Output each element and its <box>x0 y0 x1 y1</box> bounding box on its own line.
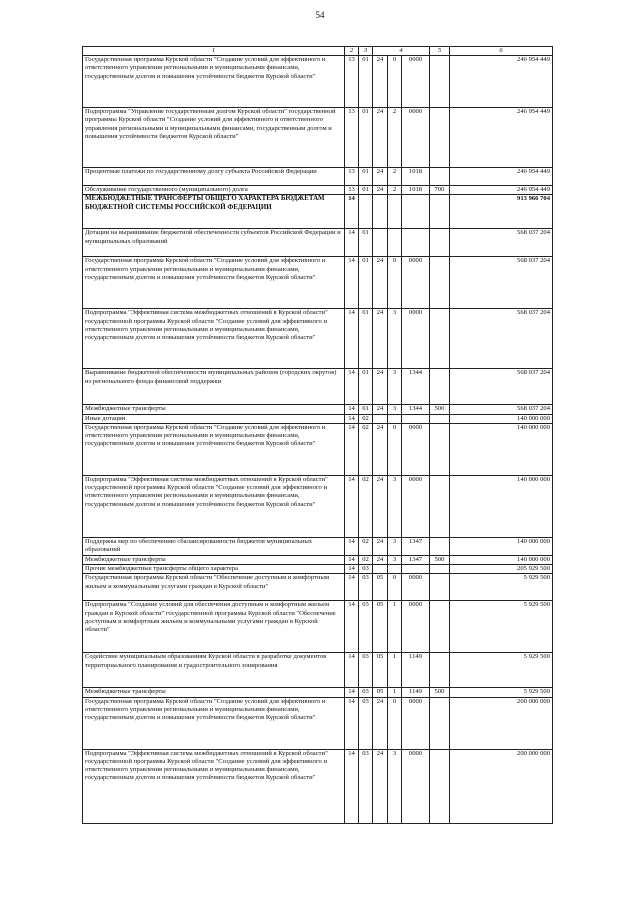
row-amount-cell: 5 929 500 <box>450 688 553 697</box>
row-name-cell: Государственная программа Курской области "Создание условий для эффективного и ответственного управления региональными и муниципальными финансами, государственным долгом и повышения устойчивости бюджетов Курской области" <box>83 257 345 309</box>
table-row <box>83 537 553 555</box>
row-amount-cell: 140 000 000 <box>450 423 553 475</box>
row-direction-cell: 1149 <box>402 653 430 688</box>
row-subsection-cell: 01 <box>359 56 373 108</box>
row-direction-cell: 0000 <box>402 697 430 749</box>
row-section-cell: 14 <box>345 257 359 309</box>
row-expense-type-cell <box>430 423 450 475</box>
table-row <box>83 574 553 601</box>
row-expense-type-cell <box>430 601 450 653</box>
row-direction-cell: 0000 <box>402 108 430 168</box>
page-number: 54 <box>315 10 325 20</box>
table-row <box>83 555 553 564</box>
row-subsection-cell: 03 <box>359 653 373 688</box>
row-direction-cell: 1347 <box>402 555 430 564</box>
row-expense-type-cell <box>430 168 450 186</box>
row-program-cell: 24 <box>373 749 388 823</box>
table-row <box>83 257 553 309</box>
row-program-cell: 05 <box>373 688 388 697</box>
header-col-6: 6 <box>450 47 553 56</box>
row-name-cell: Процентные платежи по государственному долгу субъекта Российской Федерации <box>83 168 345 186</box>
row-section-cell: 14 <box>345 688 359 697</box>
table-row <box>83 414 553 423</box>
row-direction-cell <box>402 565 430 574</box>
row-program-cell <box>373 195 388 229</box>
table-row <box>83 309 553 369</box>
row-expense-type-cell <box>430 56 450 108</box>
row-name-cell: Подпрограмма "Эффективная система межбюджетных отношений в Курской области" государственной программы Курской области "Создание условий для эффективного и ответственного управления региональными и муниципальными финансами, государственным долгом и повышения устойчивости бюджетов Курской области" <box>83 309 345 369</box>
table-row <box>83 653 553 688</box>
table-row <box>83 749 553 823</box>
row-expense-type-cell <box>430 108 450 168</box>
row-section-cell: 13 <box>345 56 359 108</box>
row-program-cell: 05 <box>373 574 388 601</box>
row-amount-cell: 246 954 449 <box>450 186 553 195</box>
row-amount-cell: 568 037 204 <box>450 369 553 405</box>
row-amount-cell: 5 929 500 <box>450 601 553 653</box>
row-name-cell: Иные дотации <box>83 414 345 423</box>
row-program-cell: 24 <box>373 369 388 405</box>
row-amount-cell: 140 000 000 <box>450 414 553 423</box>
row-subsection-cell: 02 <box>359 537 373 555</box>
row-program-cell: 24 <box>373 423 388 475</box>
row-expense-type-cell: 500 <box>430 555 450 564</box>
row-program-cell: 24 <box>373 108 388 168</box>
row-direction-cell: 1018 <box>402 186 430 195</box>
row-expense-type-cell <box>430 257 450 309</box>
row-subprogram-cell: 1 <box>388 688 402 697</box>
row-amount-cell: 246 954 449 <box>450 168 553 186</box>
row-subprogram-cell: 3 <box>388 749 402 823</box>
row-subprogram-cell: 0 <box>388 257 402 309</box>
row-direction-cell: 0000 <box>402 257 430 309</box>
row-section-cell: 14 <box>345 229 359 257</box>
row-program-cell: 05 <box>373 601 388 653</box>
row-subsection-cell: 02 <box>359 555 373 564</box>
row-program-cell: 24 <box>373 555 388 564</box>
row-program-cell: 24 <box>373 168 388 186</box>
table-row <box>83 229 553 257</box>
row-subprogram-cell <box>388 229 402 257</box>
table-row <box>83 56 553 108</box>
row-program-cell: 05 <box>373 653 388 688</box>
row-direction-cell: 0000 <box>402 423 430 475</box>
row-subprogram-cell: 0 <box>388 56 402 108</box>
table-row <box>83 688 553 697</box>
row-program-cell: 24 <box>373 257 388 309</box>
row-name-cell: Межбюджетные трансферты <box>83 405 345 414</box>
row-name-cell: Подпрограмма "Управление государственным долгом Курской области" государственной программы Курской области "Создание условий для эффективного и ответственного управления региональными и муниципальными финансами, государственным долгом и повышения устойчивости бюджетов Курской области" <box>83 108 345 168</box>
table-row <box>83 423 553 475</box>
table-row <box>83 697 553 749</box>
row-section-cell: 14 <box>345 369 359 405</box>
row-section-cell: 14 <box>345 653 359 688</box>
row-direction-cell: 0000 <box>402 601 430 653</box>
row-section-cell: 13 <box>345 108 359 168</box>
row-subsection-cell: 03 <box>359 565 373 574</box>
row-amount-cell: 205 929 500 <box>450 565 553 574</box>
row-section-cell: 14 <box>345 405 359 414</box>
table-row <box>83 195 553 229</box>
row-amount-cell: 913 966 704 <box>450 195 553 229</box>
row-subprogram-cell: 3 <box>388 537 402 555</box>
row-expense-type-cell <box>430 475 450 537</box>
row-direction-cell: 1347 <box>402 537 430 555</box>
row-name-cell: Прочие межбюджетные трансферты общего характера <box>83 565 345 574</box>
row-amount-cell: 140 000 000 <box>450 555 553 564</box>
row-section-cell: 14 <box>345 195 359 229</box>
row-name-cell: Межбюджетные трансферты <box>83 555 345 564</box>
row-section-cell: 14 <box>345 749 359 823</box>
row-expense-type-cell <box>430 229 450 257</box>
row-subprogram-cell: 3 <box>388 309 402 369</box>
row-expense-type-cell <box>430 653 450 688</box>
row-direction-cell: 0000 <box>402 309 430 369</box>
row-subprogram-cell: 0 <box>388 697 402 749</box>
row-amount-cell: 200 000 000 <box>450 749 553 823</box>
row-subsection-cell: 01 <box>359 186 373 195</box>
table-body <box>83 56 553 823</box>
row-subsection-cell: 01 <box>359 229 373 257</box>
row-expense-type-cell <box>430 565 450 574</box>
row-subsection-cell: 01 <box>359 108 373 168</box>
row-direction-cell: 0000 <box>402 574 430 601</box>
row-name-cell: Подпрограмма "Создание условий для обеспечения доступным и комфортным жильем граждан в Курской области" государственной программы Курской области "Обеспечение доступным и комфортным жильем и коммунальными услугами граждан в Курской области" <box>83 601 345 653</box>
row-direction-cell <box>402 229 430 257</box>
row-direction-cell: 1149 <box>402 688 430 697</box>
row-program-cell: 24 <box>373 186 388 195</box>
table-row <box>83 565 553 574</box>
row-section-cell: 14 <box>345 309 359 369</box>
row-subsection-cell <box>359 195 373 229</box>
row-subsection-cell: 03 <box>359 749 373 823</box>
row-program-cell: 24 <box>373 56 388 108</box>
row-name-cell: Поддержка мер по обеспечению сбалансированности бюджетов муниципальных образований <box>83 537 345 555</box>
table-header-row <box>83 47 553 56</box>
table-row <box>83 369 553 405</box>
row-amount-cell: 246 954 449 <box>450 108 553 168</box>
row-direction-cell: 0000 <box>402 749 430 823</box>
row-subprogram-cell: 1 <box>388 653 402 688</box>
row-subsection-cell: 01 <box>359 405 373 414</box>
row-subprogram-cell: 2 <box>388 108 402 168</box>
row-expense-type-cell <box>430 537 450 555</box>
row-name-cell: Межбюджетные трансферты <box>83 688 345 697</box>
row-subprogram-cell: 3 <box>388 475 402 537</box>
row-section-cell: 14 <box>345 475 359 537</box>
row-subprogram-cell <box>388 414 402 423</box>
row-amount-cell: 568 037 204 <box>450 229 553 257</box>
row-amount-cell: 140 000 000 <box>450 475 553 537</box>
row-name-cell: Государственная программа Курской области "Создание условий для эффективного и ответственного управления региональными и муниципальными финансами, государственным долгом и повышения устойчивости бюджетов Курской области" <box>83 56 345 108</box>
row-expense-type-cell: 500 <box>430 688 450 697</box>
row-name-cell: Подпрограмма "Эффективная система межбюджетных отношений в Курской области" государственной программы Курской области "Создание условий для эффективного и ответственного управления региональными и муниципальными финансами, государственным долгом и повышения устойчивости бюджетов Курской области" <box>83 749 345 823</box>
header-col-4: 4 <box>373 47 430 56</box>
row-subprogram-cell: 3 <box>388 555 402 564</box>
row-expense-type-cell <box>430 195 450 229</box>
row-section-cell: 13 <box>345 186 359 195</box>
row-section-cell: 13 <box>345 168 359 186</box>
row-section-cell: 14 <box>345 574 359 601</box>
header-col-5: 5 <box>430 47 450 56</box>
row-subprogram-cell: 1 <box>388 601 402 653</box>
row-subsection-cell: 03 <box>359 601 373 653</box>
header-col-2: 2 <box>345 47 359 56</box>
table-row <box>83 475 553 537</box>
row-direction-cell: 1344 <box>402 369 430 405</box>
row-name-cell: Подпрограмма "Эффективная система межбюджетных отношений в Курской области" государственной программы Курской области "Создание условий для эффективного и ответственного управления региональными и муниципальными финансами, государственным долгом и повышения устойчивости бюджетов Курской области" <box>83 475 345 537</box>
row-program-cell <box>373 414 388 423</box>
row-subsection-cell: 01 <box>359 369 373 405</box>
row-expense-type-cell <box>430 414 450 423</box>
row-subsection-cell: 03 <box>359 574 373 601</box>
row-program-cell: 24 <box>373 697 388 749</box>
row-subsection-cell: 02 <box>359 423 373 475</box>
row-subprogram-cell: 3 <box>388 369 402 405</box>
row-subprogram-cell: 2 <box>388 168 402 186</box>
row-amount-cell: 200 000 000 <box>450 697 553 749</box>
row-subprogram-cell <box>388 565 402 574</box>
row-name-cell: Обслуживание государственного (муниципального) долга <box>83 186 345 195</box>
row-name-cell: Государственная программа Курской области "Обеспечение доступным и комфортным жильем и коммунальными услугами граждан в Курской области" <box>83 574 345 601</box>
table-row <box>83 601 553 653</box>
row-section-cell: 14 <box>345 601 359 653</box>
row-name-cell: Дотации на выравнивание бюджетной обеспеченности субъектов Российской Федерации и муниципальных образований <box>83 229 345 257</box>
table-row <box>83 108 553 168</box>
header-col-3: 3 <box>359 47 373 56</box>
row-name-cell: Выравнивание бюджетной обеспеченности муниципальных районов (городских округов) из регионального фонда финансовой поддержки <box>83 369 345 405</box>
header-col-1: 1 <box>83 47 345 56</box>
row-section-cell: 14 <box>345 414 359 423</box>
row-amount-cell: 140 000 000 <box>450 537 553 555</box>
row-subprogram-cell: 0 <box>388 423 402 475</box>
row-amount-cell: 568 037 204 <box>450 309 553 369</box>
row-amount-cell: 5 929 500 <box>450 574 553 601</box>
row-subsection-cell: 03 <box>359 688 373 697</box>
row-subsection-cell: 01 <box>359 257 373 309</box>
row-amount-cell: 5 929 500 <box>450 653 553 688</box>
row-expense-type-cell: 500 <box>430 405 450 414</box>
row-section-cell: 14 <box>345 565 359 574</box>
row-subsection-cell: 01 <box>359 168 373 186</box>
row-expense-type-cell <box>430 749 450 823</box>
row-direction-cell: 0000 <box>402 56 430 108</box>
budget-table <box>82 46 553 824</box>
table-row <box>83 186 553 195</box>
row-program-cell <box>373 229 388 257</box>
row-amount-cell: 568 037 204 <box>450 405 553 414</box>
row-subsection-cell: 02 <box>359 414 373 423</box>
row-program-cell: 24 <box>373 309 388 369</box>
row-direction-cell <box>402 414 430 423</box>
table-row <box>83 405 553 414</box>
row-expense-type-cell: 700 <box>430 186 450 195</box>
row-subprogram-cell: 3 <box>388 405 402 414</box>
row-expense-type-cell <box>430 309 450 369</box>
row-section-cell: 14 <box>345 423 359 475</box>
row-program-cell: 24 <box>373 405 388 414</box>
row-name-cell: МЕЖБЮДЖЕТНЫЕ ТРАНСФЕРТЫ ОБЩЕГО ХАРАКТЕРА БЮДЖЕТАМ БЮДЖЕТНОЙ СИСТЕМЫ РОССИЙСКОЙ ФЕДЕРАЦИИ <box>83 195 345 229</box>
row-expense-type-cell <box>430 574 450 601</box>
row-program-cell: 24 <box>373 537 388 555</box>
row-program-cell: 24 <box>373 475 388 537</box>
row-subsection-cell: 01 <box>359 309 373 369</box>
row-name-cell: Государственная программа Курской области "Создание условий для эффективного и ответственного управления региональными и муниципальными финансами, государственным долгом и повышения устойчивости бюджетов Курской области" <box>83 697 345 749</box>
row-direction-cell: 1344 <box>402 405 430 414</box>
row-name-cell: Государственная программа Курской области "Создание условий для эффективного и ответственного управления региональными и муниципальными финансами, государственным долгом и повышения устойчивости бюджетов Курской области" <box>83 423 345 475</box>
table-row <box>83 168 553 186</box>
row-subsection-cell: 02 <box>359 475 373 537</box>
row-direction-cell: 0000 <box>402 475 430 537</box>
row-amount-cell: 568 037 204 <box>450 257 553 309</box>
row-subsection-cell: 03 <box>359 697 373 749</box>
row-section-cell: 14 <box>345 537 359 555</box>
row-program-cell <box>373 565 388 574</box>
row-amount-cell: 246 954 449 <box>450 56 553 108</box>
row-subprogram-cell: 0 <box>388 574 402 601</box>
row-subprogram-cell <box>388 195 402 229</box>
row-expense-type-cell <box>430 697 450 749</box>
row-expense-type-cell <box>430 369 450 405</box>
row-subprogram-cell: 2 <box>388 186 402 195</box>
row-section-cell: 14 <box>345 697 359 749</box>
row-direction-cell <box>402 195 430 229</box>
row-direction-cell: 1018 <box>402 168 430 186</box>
row-section-cell: 14 <box>345 555 359 564</box>
row-name-cell: Содействие муниципальным образованиям Курской области в разработке документов территориального планирования и градостроительного зонирования <box>83 653 345 688</box>
